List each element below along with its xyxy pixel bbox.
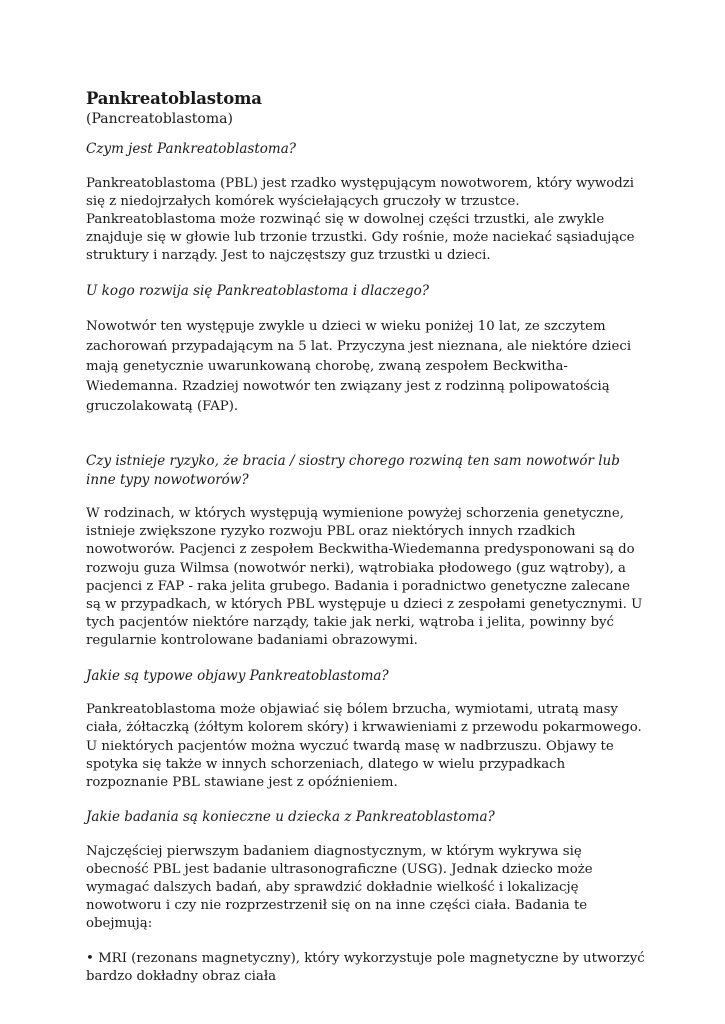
document-page: [86, 88, 646, 986]
section-paragraph: Pankreatoblastoma (PBL) jest rzadko występującym nowotworem, który wywodzi się z niedojrzałych komórek wyściełających gruczoły w trzustce. Pankreatoblastoma może rozwinąć się w dowolnej części trzustki, ale zwykle znajduje się w głowie lub trzonie trzustki. Gdy rośnie, może naciekać sąsiadujące struktury i narządy. Jest to najczęstszy guz trzustki u dzieci.: [86, 175, 635, 264]
section-paragraph: Pankreatoblastoma może objawiać się bólem brzucha, wymiotami, utratą masy ciała, żółtaczką (żółtym kolorem skóry) i krwawieniami z przewodu pokarmowego. U niektórych pacjentów można wyczuć twardą masę w nadbrzuszu. Objawy te spotyka się także w innych schorzeniach, dlatego w wielu przypadkach rozpoznanie PBL stawiane jest z opóźnieniem.: [86, 702, 642, 790]
section-question: Jakie badania są konieczne u dziecka z Pankreatoblastoma?: [86, 809, 495, 826]
document-subtitle: (Pancreatoblastoma): [86, 111, 233, 127]
section-paragraph: Najczęściej pierwszym badaniem diagnostycznym, w którym wykrywa się obecność PBL jest badanie ultrasonograficzne (USG). Jednak dziecko może wymagać dalszych badań, aby sprawdzić dokładnie wielkość i lokalizację nowotworu i czy nie rozprzestrzenił się on na inne części ciała. Badania te obejmują:: [86, 843, 593, 932]
bullet-item: • MRI (rezonans magnetyczny), który wykorzystuje pole magnetyczne by utworzyć bardzo dokładny obraz ciała: [86, 950, 645, 984]
section-paragraph: W rodzinach, w których występują wymienione powyżej schorzenia genetyczne, istnieje zwiększone ryzyko rozwoju PBL oraz niektórych innych rzadkich nowotworów. Pacjenci z zespołem Beckwitha-Wiedemanna predysponowani są do rozwoju guza Wilmsa (nowotwór nerki), wątrobiaka płodowego (guz wątroby), a pacjenci z FAP - raka jelita grubego. Badania i poradnictwo genetyczne zalecane są w przypadkach, w których PBL występuje u dzieci z zespołami genetycznymi. U tych pacjentów niektóre narządy, takie jak nerki, wątroba i jelita, powinny być regularnie kontrolowane badaniami obrazowymi.: [86, 506, 643, 649]
document-title: Pankreatoblastoma: [86, 89, 262, 108]
section-question: U kogo rozwija się Pankreatoblastoma i dlaczego?: [86, 282, 430, 299]
section-question: Czym jest Pankreatoblastoma?: [86, 141, 297, 157]
section-question: Jakie są typowe objawy Pankreatoblastoma?: [86, 667, 389, 684]
section-question: Czy istnieje ryzyko, że bracia / siostry chorego rozwiną ten sam nowotwór lub inne typy nowotworów?: [86, 453, 620, 488]
section-paragraph: Nowotwór ten występuje zwykle u dzieci w wieku poniżej 10 lat, ze szczytem zachorowań przypadającym na 5 lat. Przyczyna jest nieznana, ale niektóre dzieci mają genetycznie uwarunkowaną chorobę, zwaną zespołem Beckwitha-Wiedemanna. Rzadziej nowotwór ten związany jest z rodzinną polipowatością gruczolakowatą (FAP).: [86, 319, 632, 415]
